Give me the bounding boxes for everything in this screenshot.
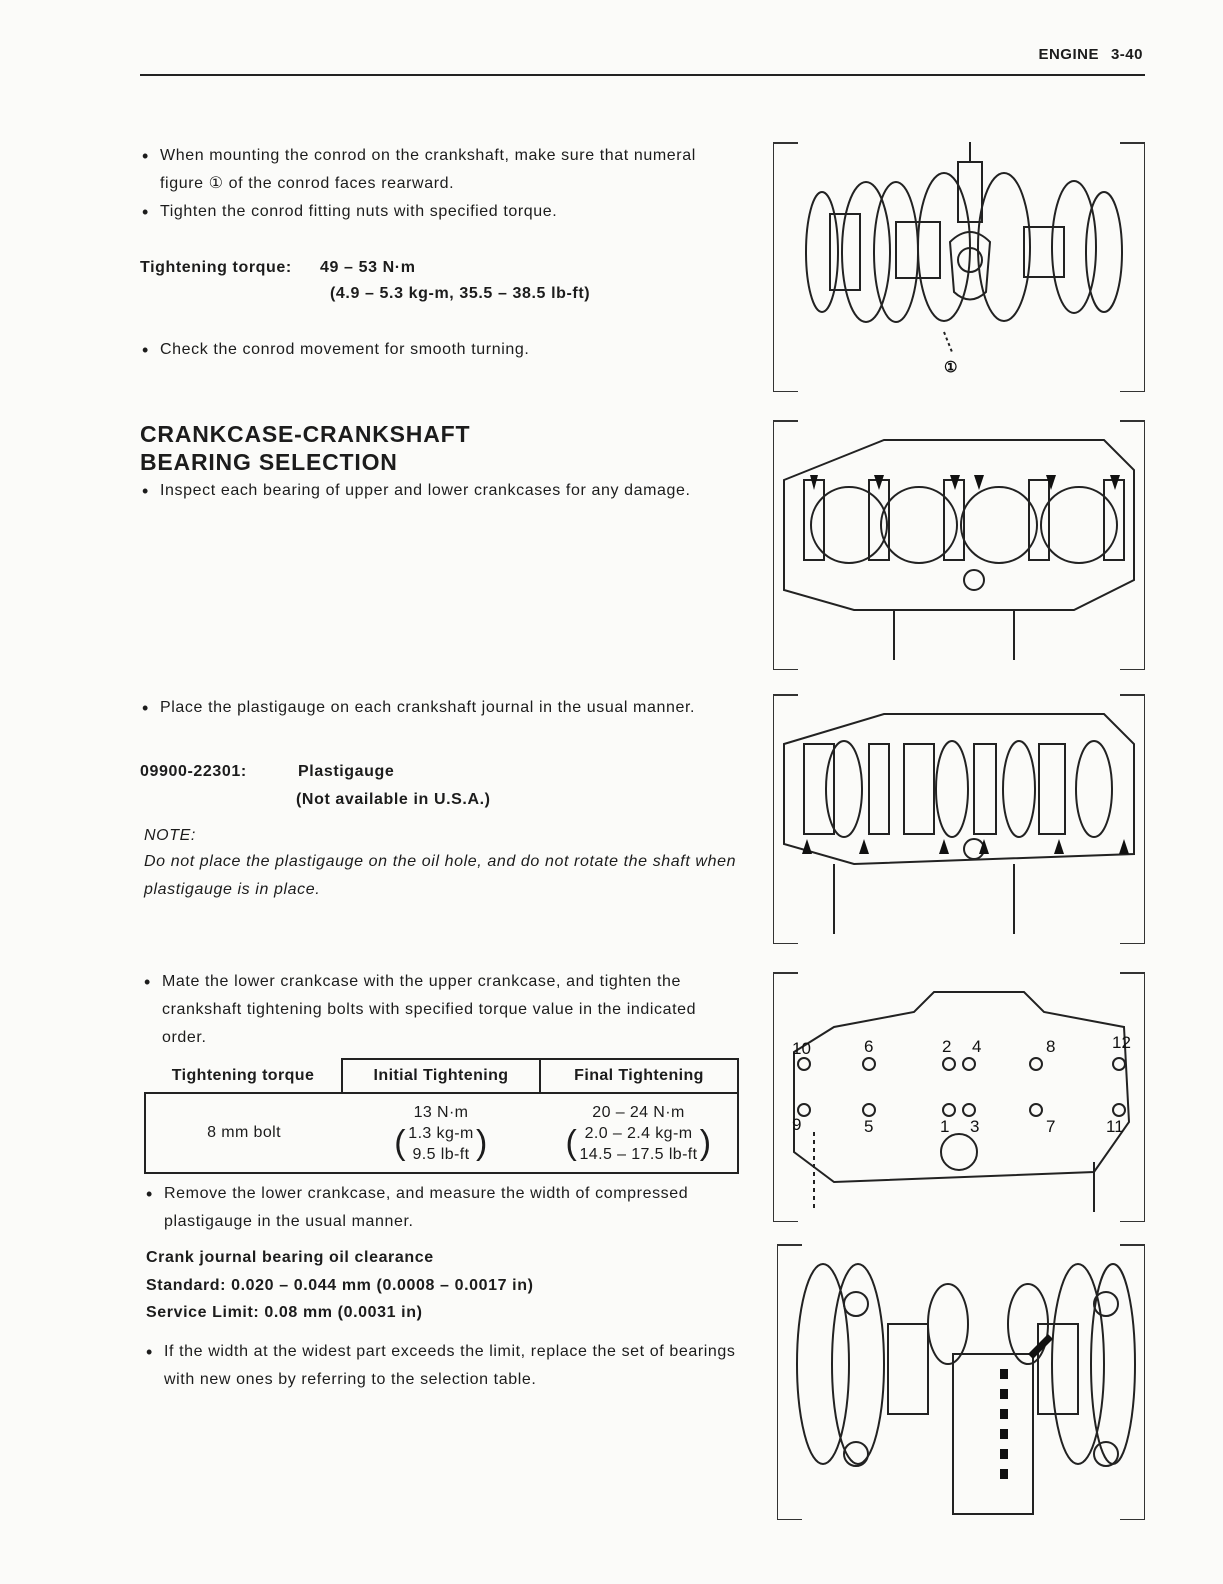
section-title-line1: CRANKCASE-CRANKSHAFT — [140, 421, 471, 447]
limit-label: Service Limit: — [146, 1304, 260, 1321]
header-section: ENGINE — [1038, 46, 1099, 63]
torque-table — [144, 1058, 739, 1174]
figure-upper-crankcase — [773, 420, 1145, 670]
page-header — [1026, 46, 1143, 63]
conrod-torque-alt: (4.9 – 5.3 kg-m, 35.5 – 38.5 lb-ft) — [330, 285, 591, 302]
upper-crankcase-drawing — [774, 420, 1144, 670]
table-row-label: 8 mm bolt — [145, 1093, 342, 1173]
table-header-final: Final Tightening — [540, 1059, 738, 1093]
initial-kgm: 1.3 kg-m — [408, 1124, 474, 1142]
final-kgm: 2.0 – 2.4 kg-m — [584, 1124, 693, 1142]
clearance-standard — [146, 1272, 534, 1300]
initial-paren-group — [394, 1123, 487, 1165]
bullet-conrod-mounting: • When mounting the conrod on the crankshaft, make sure that numeral figure ① of the conrod faces rearward. — [160, 142, 735, 198]
table-header-initial: Initial Tightening — [342, 1059, 540, 1093]
final-paren-group — [566, 1123, 712, 1165]
paren-open: ( — [565, 1123, 578, 1162]
bullet-remove-crankcase: • Remove the lower crankcase, and measure the width of compressed plastigauge in the usual manner. — [164, 1180, 740, 1236]
figure-plastigauge-placement — [773, 694, 1145, 944]
bullet-tighten-nuts: • Tighten the conrod fitting nuts with specified torque. — [160, 198, 735, 226]
bolt-label-9: 9 — [792, 1115, 802, 1134]
tool-availability: (Not available in U.S.A.) — [296, 791, 491, 808]
table-cell-final — [540, 1093, 738, 1173]
initial-nm: 13 N·m — [413, 1103, 469, 1121]
tool-part-number: 09900-22301: — [140, 763, 247, 780]
note-text: Do not place the plastigauge on the oil hole, and do not rotate the shaft when plastigauge is in place. — [144, 853, 737, 898]
paren-close: ) — [475, 1123, 488, 1162]
bullet-replace-bearings: • If the width at the widest part exceeds the limit, replace the set of bearings with new ones by referring to the selection table. — [164, 1338, 740, 1394]
conrod-torque-nm: 49 – 53 N·m — [320, 259, 416, 276]
limit-value: 0.08 mm (0.0031 in) — [264, 1304, 423, 1321]
bullet-check-movement: • Check the conrod movement for smooth turning. — [160, 336, 735, 364]
header-rule — [140, 74, 1145, 76]
standard-label: Standard: — [146, 1277, 227, 1294]
bolt-label-1: 1 — [940, 1117, 950, 1136]
bolt-label-4: 4 — [972, 1037, 982, 1056]
clearance-title: Crank journal bearing oil clearance — [146, 1249, 434, 1266]
bolt-order-drawing — [774, 972, 1144, 1222]
figure-conrod-crankshaft — [773, 142, 1145, 392]
bolt-label-8: 8 — [1046, 1037, 1056, 1056]
bolt-label-2: 2 — [942, 1037, 952, 1056]
bolt-label-5: 5 — [864, 1117, 874, 1136]
section-title-line2: BEARING SELECTION — [140, 449, 398, 475]
paren-open: ( — [394, 1123, 406, 1162]
bolt-label-6: 6 — [864, 1037, 874, 1056]
bolt-label-12: 12 — [1112, 1033, 1131, 1052]
bolt-label-10: 10 — [792, 1039, 811, 1058]
table-header-torque: Tightening torque — [171, 1066, 315, 1084]
header-page-number: 3-40 — [1110, 46, 1143, 63]
table-cell-initial — [342, 1093, 540, 1173]
figure-measure-plastigauge — [777, 1244, 1145, 1520]
conrod-crankshaft-drawing — [774, 142, 1144, 392]
clearance-limit — [146, 1299, 423, 1327]
final-lbft: 14.5 – 17.5 lb-ft — [579, 1145, 698, 1163]
conrod-torque-label: Tightening torque: — [140, 259, 292, 276]
bullet-mate-crankcase: • Mate the lower crankcase with the upper crankcase, and tighten the crankshaft tightening bolts with specified torque value in the indicated order. — [162, 968, 740, 1052]
initial-lbft: 9.5 lb-ft — [412, 1145, 470, 1163]
measure-plastigauge-drawing — [778, 1244, 1144, 1520]
paren-close: ) — [699, 1123, 712, 1162]
tool-name: Plastigauge — [298, 763, 395, 780]
bolt-label-7: 7 — [1046, 1117, 1056, 1136]
bullet-place-plastigauge: • Place the plastigauge on each crankshaft journal in the usual manner. — [160, 694, 735, 722]
plastigauge-placement-drawing — [774, 694, 1144, 944]
callout-1: ① — [944, 359, 958, 376]
bullet-inspect-bearings: • Inspect each bearing of upper and lower crankcases for any damage. — [160, 477, 735, 505]
final-nm: 20 – 24 N·m — [592, 1103, 685, 1121]
bolt-label-3: 3 — [970, 1117, 980, 1136]
bolt-label-11: 11 — [1106, 1117, 1124, 1136]
note-label: NOTE: — [144, 827, 196, 844]
figure-bolt-order — [773, 972, 1145, 1222]
standard-value: 0.020 – 0.044 mm (0.0008 – 0.0017 in) — [231, 1277, 534, 1294]
